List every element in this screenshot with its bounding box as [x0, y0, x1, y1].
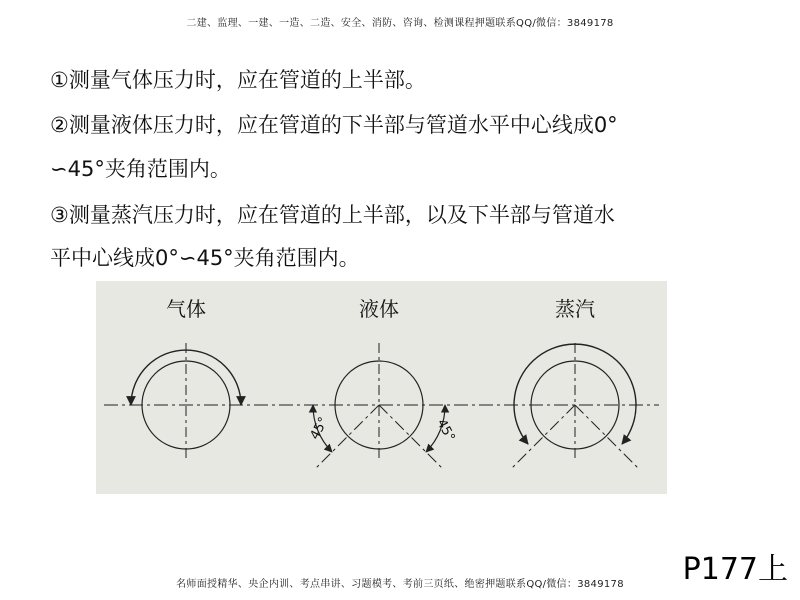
text-line-1: ①测量气体压力时，应在管道的上半部。: [50, 68, 426, 92]
text-line-5: 平中心线成0°∽45°夹角范围内。: [50, 246, 360, 270]
liquid-label: 液体: [359, 297, 399, 321]
page-footer: 名师面授精华、央企内训、考点串讲、习题模考、考前三页纸、绝密押题联系QQ/微信：3849178: [176, 579, 624, 590]
gas-label: 气体: [166, 297, 206, 321]
liquid-pipe-section: [313, 343, 445, 470]
text-line-2: ②测量液体压力时，应在管道的下半部与管道水平中心线成0°: [50, 113, 618, 137]
steam-pipe-section: [510, 343, 640, 470]
page-header: 二建、监理、一建、一造、二造、安全、消防、咨询、检测课程押题联系QQ/微信：3849178: [186, 18, 614, 29]
angle-label-right: 45°: [433, 416, 458, 445]
gas-pipe-section: [131, 343, 241, 459]
page-reference: P177上: [682, 552, 788, 587]
text-line-3: ∽45°夹角范围内。: [50, 157, 231, 181]
pressure-tap-diagram: [96, 281, 667, 494]
angle-label-left: 45°: [307, 414, 332, 443]
steam-label: 蒸汽: [555, 297, 595, 321]
text-line-4: ③测量蒸汽压力时，应在管道的上半部，以及下半部与管道水: [50, 203, 615, 227]
